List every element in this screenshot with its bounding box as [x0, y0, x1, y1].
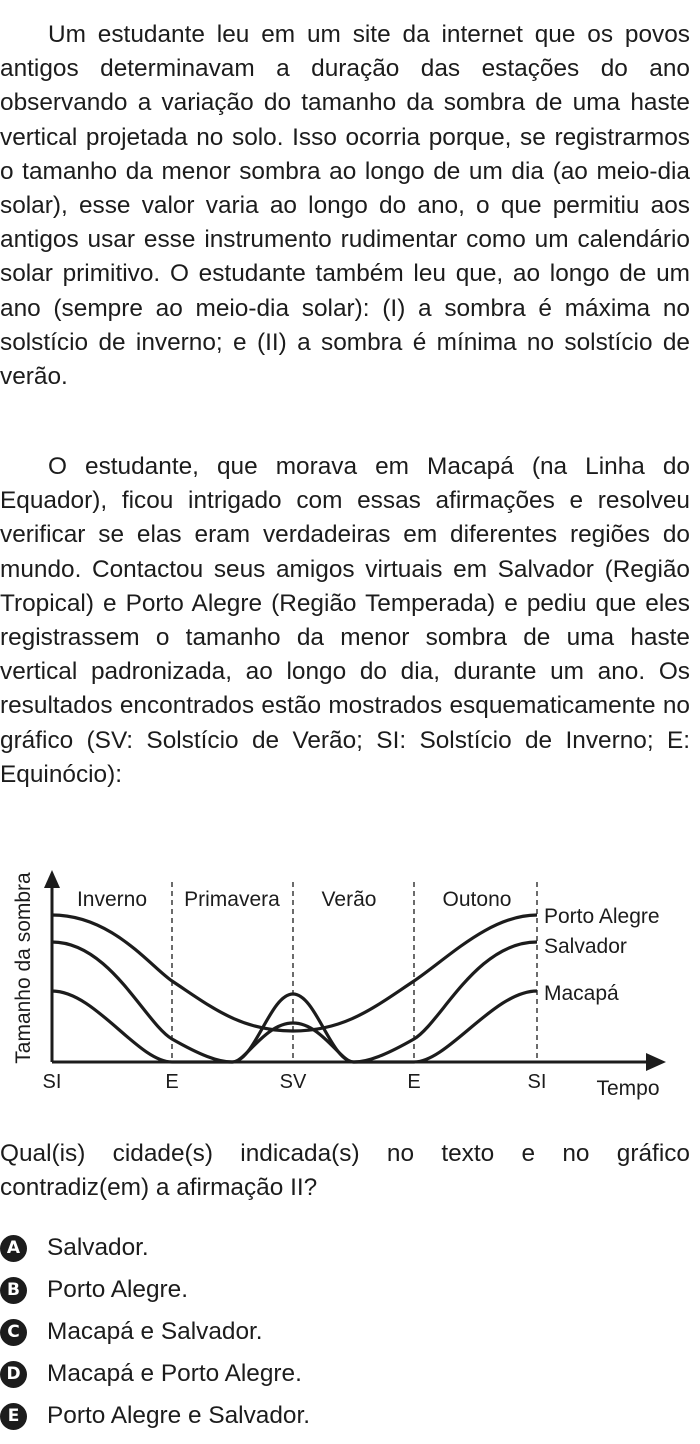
shadow-chart [0, 848, 700, 1110]
curve-macapa [52, 991, 537, 1062]
intro-paragraph: Um estudante leu em um site da internet que os povos antigos determinavam a duração das estações do ano observando a variação do tamanho da sombra de uma haste vertical projetada no solo. Isso ocorria porque, se registrarmos o tamanho da menor sombra ao longo de um dia (ao meio-dia solar), esse valor varia ao longo do ano, o que permitiu aos antigos usar esse instrumento rudimentar como um calendário solar primitivo. O estudante também leu que, ao longo de um ano (sempre ao meio-dia solar): (I) a sombra é máxima no solstício de inverno; e (II) a sombra é mínima no solstício de verão. [0, 21, 690, 391]
option-c-badge: C [0, 1319, 27, 1346]
option-a-badge: A [0, 1235, 27, 1262]
season-label-outono: Outono [442, 888, 512, 911]
option-d-text: Macapá e Porto Alegre. [47, 1360, 302, 1387]
option-a[interactable] [0, 1233, 149, 1263]
x-tick-e-1: E [165, 1071, 179, 1093]
option-e-text: Porto Alegre e Salvador. [47, 1402, 311, 1429]
x-axis-label: Tempo [596, 1077, 660, 1100]
season-label-verao: Verão [321, 888, 377, 911]
series-label-salvador: Salvador [544, 935, 627, 958]
x-tick-si-2: SI [527, 1071, 547, 1093]
curve-salvador [52, 942, 537, 1062]
y-axis-label: Tamanho da sombra [12, 872, 35, 1064]
option-c-text: Macapá e Salvador. [47, 1318, 263, 1345]
context-paragraph: O estudante, que morava em Macapá (na Linha do Equador), ficou intrigado com essas afirmações e resolveu verificar se elas eram verdadeiras em diferentes regiões do mundo. Contactou seus amigos virtuais em Salvador (Região Tropical) e Porto Alegre (Região Temperada) e pediu que eles registrassem o tamanho da menor sombra de uma haste vertical padronizada, ao longo do dia, durante um ano. Os resultados encontrados estão mostrados esquematicamente no gráfico (SV: Solstício de Verão; SI: Solstício de Inverno; E: Equinócio): [0, 453, 690, 788]
option-c[interactable] [0, 1317, 263, 1347]
curve-porto-alegre [52, 915, 537, 1031]
series-label-porto-alegre: Porto Alegre [544, 905, 660, 928]
option-d[interactable] [0, 1359, 302, 1389]
option-d-badge: D [0, 1361, 27, 1388]
x-tick-e-2: E [407, 1071, 421, 1093]
series-label-macapa: Macapá [544, 982, 619, 1005]
season-label-primavera: Primavera [184, 888, 280, 911]
option-b[interactable] [0, 1275, 188, 1305]
option-b-badge: B [0, 1277, 27, 1304]
season-label-inverno: Inverno [76, 888, 148, 911]
x-axis-arrow [646, 1053, 666, 1071]
option-e-badge: E [0, 1403, 27, 1430]
option-e[interactable] [0, 1401, 310, 1431]
x-tick-sv: SV [279, 1071, 307, 1093]
option-b-text: Porto Alegre. [47, 1276, 189, 1303]
x-tick-si-1: SI [42, 1071, 62, 1093]
question-text: Qual(is) cidade(s) indicada(s) no texto e no gráfico contradiz(em) a afirmação II? [0, 1140, 690, 1201]
y-axis-arrow [44, 870, 60, 888]
option-a-text: Salvador. [47, 1234, 149, 1261]
